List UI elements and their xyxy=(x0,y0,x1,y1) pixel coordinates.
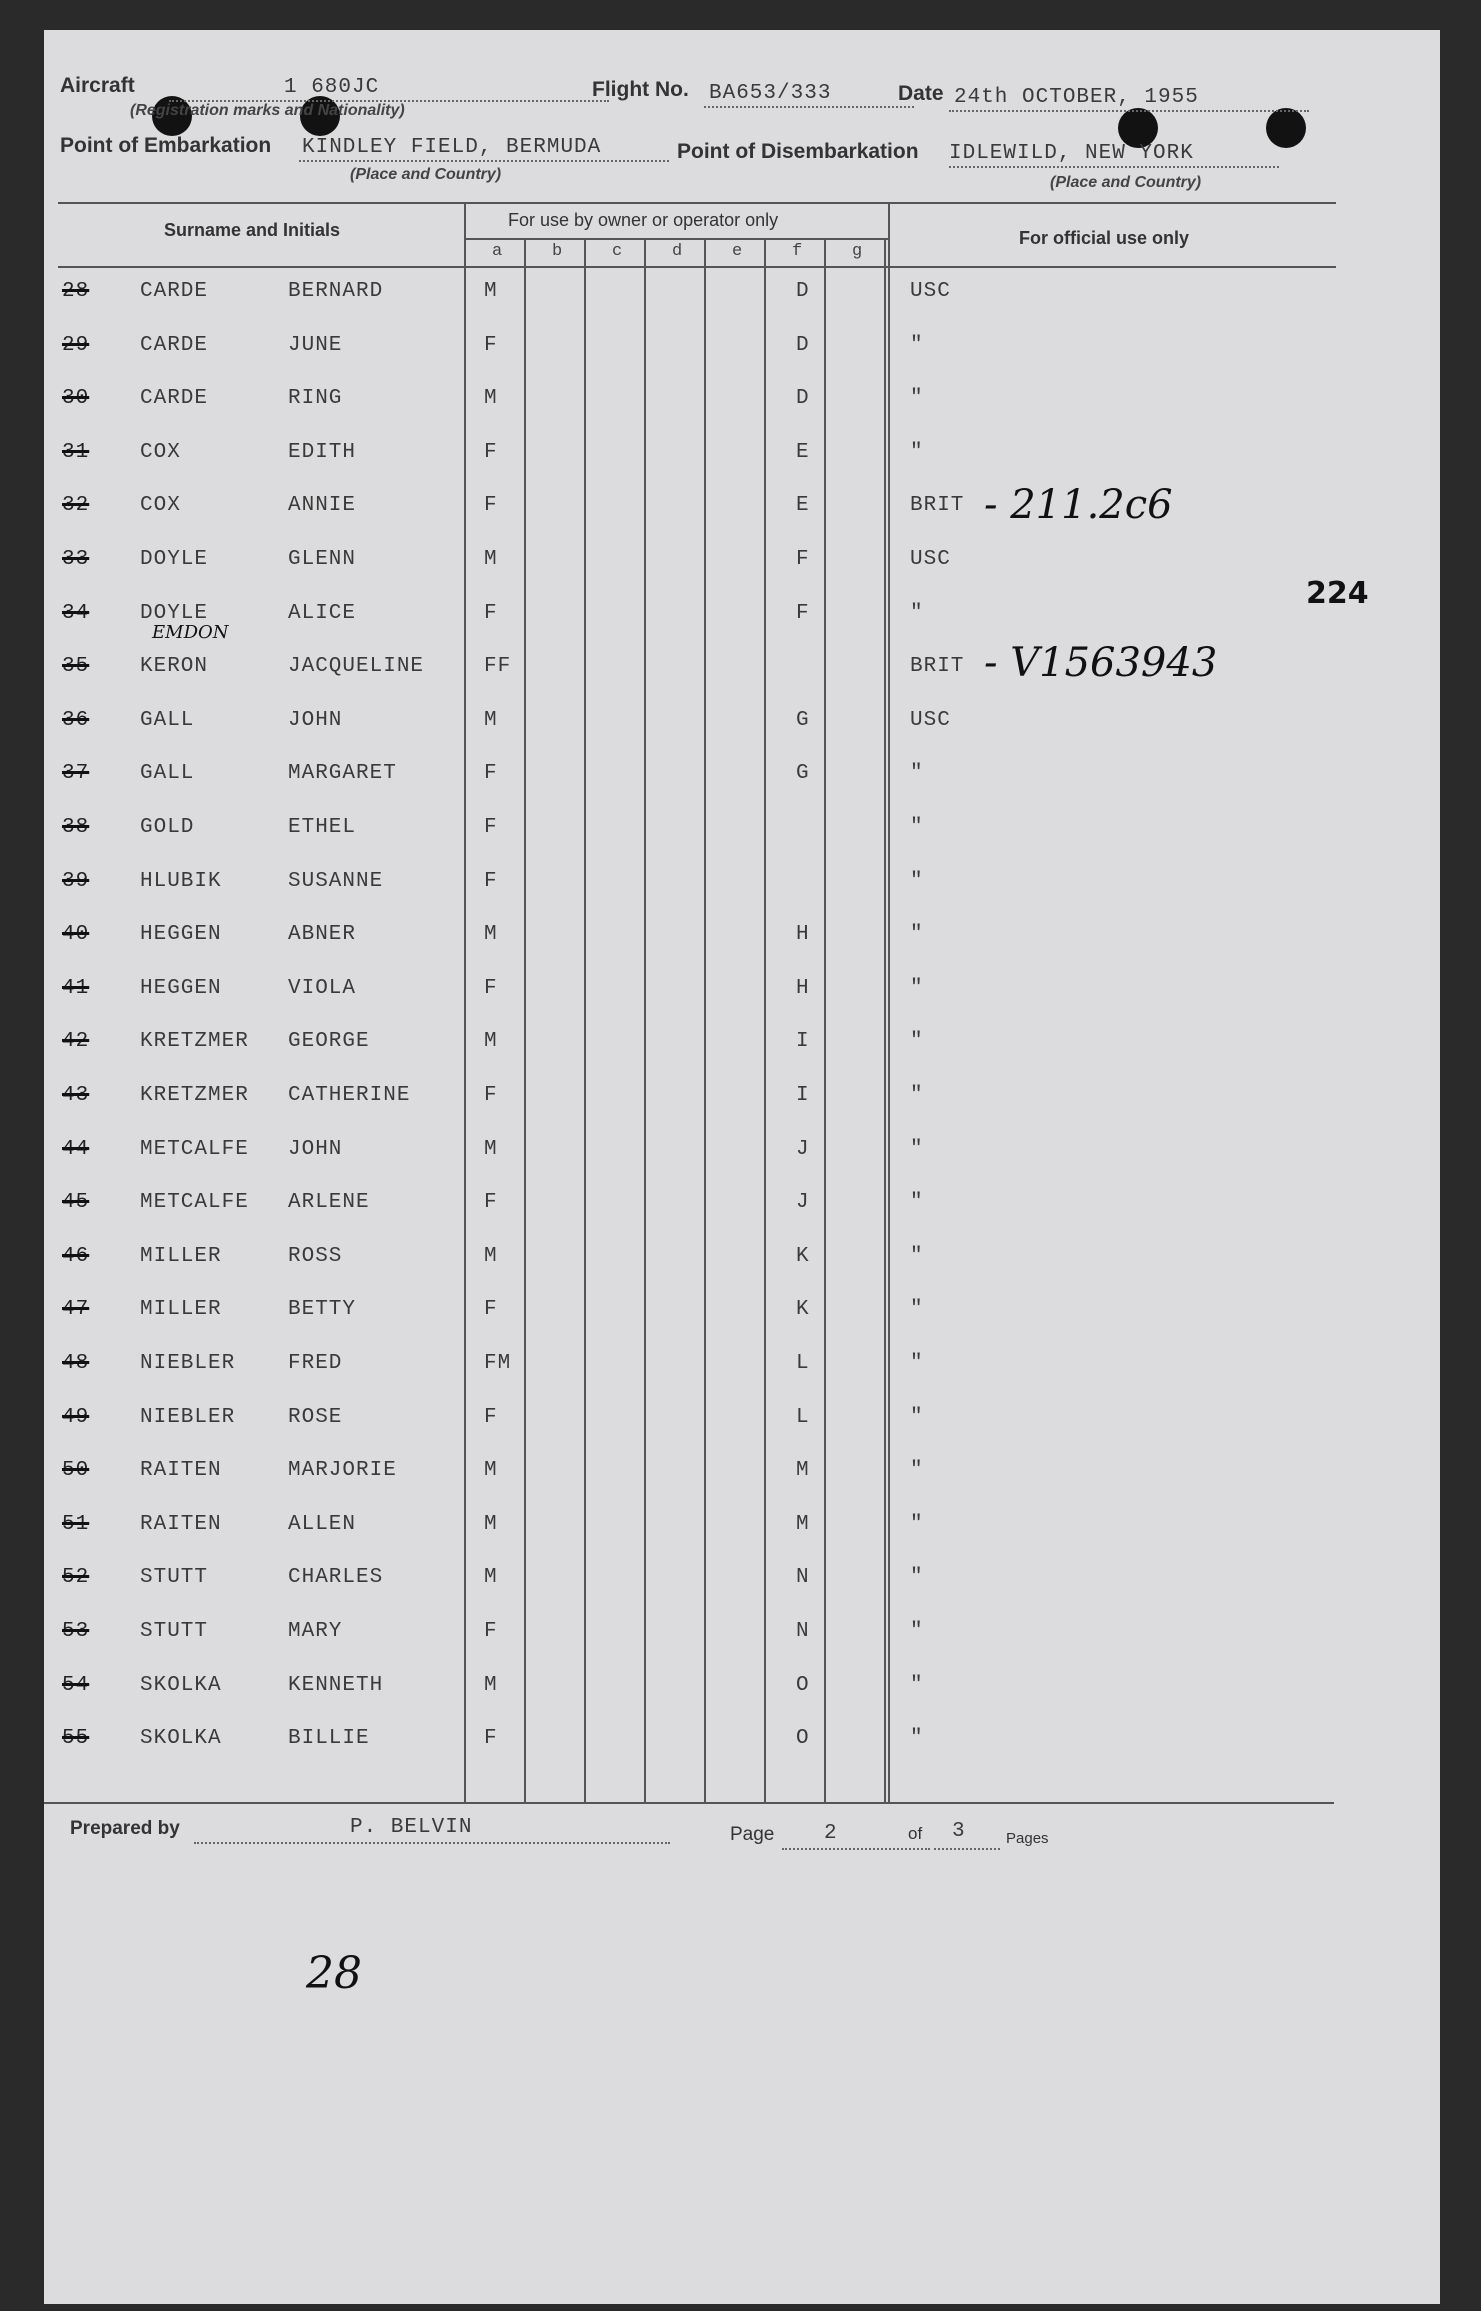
pages-label: Pages xyxy=(1006,1830,1049,1847)
surname: GALL xyxy=(140,708,195,732)
given-name: CHARLES xyxy=(288,1566,384,1590)
surname: DOYLE xyxy=(140,601,209,625)
given-name: JOHN xyxy=(288,708,343,732)
table-row xyxy=(44,1501,1440,1554)
col-f-code: J xyxy=(796,1137,810,1161)
manifest-sheet xyxy=(44,30,1440,2304)
aircraft-label: Aircraft xyxy=(60,74,135,97)
row-number: 48 xyxy=(62,1352,90,1375)
row-number: 33 xyxy=(62,548,90,571)
row-number: 42 xyxy=(62,1030,90,1054)
table-row xyxy=(44,1394,1440,1447)
surname: MILLER xyxy=(140,1244,222,1268)
row-number: 49 xyxy=(62,1405,90,1429)
embark-label: Point of Embarkation xyxy=(60,134,272,157)
sex: F xyxy=(484,333,498,357)
table-row xyxy=(44,1018,1440,1071)
surname: SKOLKA xyxy=(140,1673,222,1697)
subcol-b: b xyxy=(552,242,563,261)
disembark-value: IDLEWILD, NEW YORK xyxy=(949,142,1194,165)
row-number: 43 xyxy=(62,1084,90,1107)
sex: M xyxy=(484,280,498,303)
table-row xyxy=(44,1072,1440,1125)
date-value: 24th OCTOBER, 1955 xyxy=(954,86,1199,109)
row-number: 35 xyxy=(62,655,90,679)
col-f-code: E xyxy=(796,494,810,518)
table-row xyxy=(44,1126,1440,1179)
surname: MILLER xyxy=(140,1298,222,1322)
surname: STUTT xyxy=(140,1566,209,1590)
sex: F xyxy=(484,1727,498,1751)
given-name: ARLENE xyxy=(288,1191,370,1215)
official-status: " xyxy=(910,1244,924,1268)
sex: F xyxy=(484,1298,498,1322)
table-row xyxy=(44,590,1440,643)
given-name: BETTY xyxy=(288,1298,357,1322)
given-name: BILLIE xyxy=(288,1727,370,1751)
brit-note-2: - V1563943 xyxy=(984,640,1218,686)
row-number: 36 xyxy=(62,708,90,732)
of-value: 3 xyxy=(952,1820,966,1843)
official-status: BRIT xyxy=(910,494,965,518)
table-row xyxy=(44,1233,1440,1286)
surname: KERON xyxy=(140,655,209,679)
prepared-value: P. BELVIN xyxy=(350,1816,473,1839)
row-number: 34 xyxy=(62,601,90,625)
sex: F xyxy=(484,1620,498,1643)
sex: M xyxy=(484,548,498,571)
aircraft-sub: (Registration marks and Nationality) xyxy=(130,102,405,119)
surname: RAITEN xyxy=(140,1459,222,1483)
row-number: 32 xyxy=(62,494,90,518)
col-f-code: N xyxy=(796,1620,810,1643)
page-value: 2 xyxy=(824,1822,838,1845)
table-row xyxy=(44,1179,1440,1232)
surname: HLUBIK xyxy=(140,869,222,893)
given-name: JACQUELINE xyxy=(288,655,425,679)
given-name: CATHERINE xyxy=(288,1084,411,1107)
of-label: of xyxy=(908,1824,923,1843)
table-row xyxy=(44,1447,1440,1500)
surname: METCALFE xyxy=(140,1137,249,1161)
col-f-code: K xyxy=(796,1244,810,1268)
sex: F xyxy=(484,1405,498,1429)
subcol-a: a xyxy=(492,242,503,261)
table-row xyxy=(44,697,1440,750)
sex: M xyxy=(484,923,498,947)
col-f-code: I xyxy=(796,1030,810,1054)
stamp-number: 224 xyxy=(1306,576,1369,611)
table-row xyxy=(44,268,1440,321)
surname: CARDE xyxy=(140,387,209,411)
embark-value: KINDLEY FIELD, BERMUDA xyxy=(302,136,602,159)
col-f-code: J xyxy=(796,1191,810,1215)
given-name: ANNIE xyxy=(288,494,357,518)
col-official-header: For official use only xyxy=(1019,228,1190,248)
surname: HEGGEN xyxy=(140,976,222,1000)
official-status: " xyxy=(910,440,924,464)
official-status: USC xyxy=(910,280,951,303)
subcol-d: d xyxy=(672,242,683,261)
sex: FM xyxy=(484,1352,512,1375)
table-row xyxy=(44,1608,1440,1661)
row-number: 52 xyxy=(62,1566,90,1590)
row-number: 50 xyxy=(62,1459,90,1483)
official-status: " xyxy=(910,1405,924,1429)
surname: NIEBLER xyxy=(140,1405,236,1429)
given-name: BERNARD xyxy=(288,280,384,303)
col-f-code: M xyxy=(796,1459,810,1483)
surname: HEGGEN xyxy=(140,923,222,947)
surname: KRETZMER xyxy=(140,1030,249,1054)
col-f-code: F xyxy=(796,601,810,625)
table-row xyxy=(44,911,1440,964)
official-status: " xyxy=(910,1084,924,1107)
given-name: ETHEL xyxy=(288,816,357,839)
row-number: 55 xyxy=(62,1727,90,1751)
surname: DOYLE xyxy=(140,548,209,571)
row-number: 29 xyxy=(62,333,90,357)
col-f-code: K xyxy=(796,1298,810,1322)
col-f-code: F xyxy=(796,548,810,571)
surname: METCALFE xyxy=(140,1191,249,1215)
surname: NIEBLER xyxy=(140,1352,236,1375)
embark-sub: (Place and Country) xyxy=(350,166,502,183)
row-number: 39 xyxy=(62,869,90,893)
col-f-code: L xyxy=(796,1352,810,1375)
col-f-code: M xyxy=(796,1512,810,1536)
col-f-code: O xyxy=(796,1727,810,1751)
sex: F xyxy=(484,494,498,518)
col-f-code: N xyxy=(796,1566,810,1590)
col-f-code: E xyxy=(796,440,810,464)
row-number: 30 xyxy=(62,387,90,411)
given-name: SUSANNE xyxy=(288,869,384,893)
table-row xyxy=(44,1554,1440,1607)
official-status: " xyxy=(910,601,924,625)
given-name: VIOLA xyxy=(288,976,357,1000)
table-row xyxy=(44,750,1440,803)
given-name: ABNER xyxy=(288,923,357,947)
official-status: " xyxy=(910,1459,924,1483)
surname: CARDE xyxy=(140,333,209,357)
row-number: 41 xyxy=(62,976,90,1000)
subcol-c: c xyxy=(612,242,623,261)
sex: F xyxy=(484,1191,498,1215)
sex: M xyxy=(484,1512,498,1536)
table-row xyxy=(44,375,1440,428)
date-label: Date xyxy=(898,82,944,105)
table-row xyxy=(44,536,1440,589)
table-row xyxy=(44,429,1440,482)
given-name: KENNETH xyxy=(288,1673,384,1697)
subcol-e: e xyxy=(732,242,743,261)
official-status: USC xyxy=(910,708,951,732)
surname: SKOLKA xyxy=(140,1727,222,1751)
disembark-sub: (Place and Country) xyxy=(1050,174,1202,191)
given-name: FRED xyxy=(288,1352,343,1375)
surname: CARDE xyxy=(140,280,209,303)
given-name: EDITH xyxy=(288,440,357,464)
row-number: 44 xyxy=(62,1137,90,1161)
sex: F xyxy=(484,440,498,464)
official-status: " xyxy=(910,923,924,947)
punch-hole-4 xyxy=(1266,108,1306,148)
col-owner-header: For use by owner or operator only xyxy=(508,210,779,230)
official-status: " xyxy=(910,333,924,357)
sex: M xyxy=(484,1566,498,1590)
row-number: 31 xyxy=(62,440,90,464)
official-status: " xyxy=(910,1137,924,1161)
given-name: MARY xyxy=(288,1620,343,1643)
official-status: " xyxy=(910,816,924,839)
row-number: 45 xyxy=(62,1191,90,1215)
sex: M xyxy=(484,708,498,732)
given-name: GLENN xyxy=(288,548,357,571)
correction-35: EMDON xyxy=(152,622,229,643)
table-row xyxy=(44,1662,1440,1715)
given-name: ALICE xyxy=(288,601,357,625)
given-name: RING xyxy=(288,387,343,411)
row-number: 53 xyxy=(62,1620,90,1643)
row-number: 28 xyxy=(62,280,90,303)
given-name: GEORGE xyxy=(288,1030,370,1054)
sex: F xyxy=(484,762,498,786)
table-row xyxy=(44,482,1440,535)
official-status: USC xyxy=(910,548,951,571)
surname: STUTT xyxy=(140,1620,209,1643)
row-number: 51 xyxy=(62,1512,90,1536)
row-number: 54 xyxy=(62,1673,90,1697)
col-f-code: D xyxy=(796,280,810,303)
official-status: " xyxy=(910,1191,924,1215)
col-f-code: G xyxy=(796,708,810,732)
sex: M xyxy=(484,387,498,411)
col-name-header: Surname and Initials xyxy=(164,220,341,240)
sex: M xyxy=(484,1030,498,1054)
subcol-f: f xyxy=(792,242,803,261)
sex: M xyxy=(484,1137,498,1161)
sex: F xyxy=(484,976,498,1000)
row-number: 40 xyxy=(62,923,90,947)
official-status: " xyxy=(910,1030,924,1054)
official-status: " xyxy=(910,1673,924,1697)
given-name: ROSE xyxy=(288,1405,343,1429)
surname: RAITEN xyxy=(140,1512,222,1536)
row-number: 47 xyxy=(62,1298,90,1322)
official-status: " xyxy=(910,1620,924,1643)
table-row xyxy=(44,965,1440,1018)
row-number: 37 xyxy=(62,762,90,786)
brit-note-1: - 211.2c6 xyxy=(984,482,1173,528)
sex: F xyxy=(484,816,498,839)
official-status: " xyxy=(910,762,924,786)
col-f-code: G xyxy=(796,762,810,786)
col-f-code: H xyxy=(796,976,810,1000)
flight-value: BA653/333 xyxy=(709,82,832,105)
row-number: 38 xyxy=(62,816,90,839)
table-row xyxy=(44,1340,1440,1393)
sex: FF xyxy=(484,655,512,679)
table-row xyxy=(44,643,1440,696)
official-status: " xyxy=(910,976,924,1000)
given-name: JUNE xyxy=(288,333,343,357)
page-label: Page xyxy=(730,1824,775,1845)
col-f-code: D xyxy=(796,333,810,357)
page-number-handwritten: 28 xyxy=(306,1948,362,1999)
table-row xyxy=(44,322,1440,375)
sex: M xyxy=(484,1244,498,1268)
col-f-code: H xyxy=(796,923,810,947)
official-status: " xyxy=(910,1727,924,1751)
table-row xyxy=(44,804,1440,857)
official-status: " xyxy=(910,869,924,893)
given-name: JOHN xyxy=(288,1137,343,1161)
col-f-code: O xyxy=(796,1673,810,1697)
col-f-code: I xyxy=(796,1084,810,1107)
disembark-label: Point of Disembarkation xyxy=(677,140,919,163)
official-status: BRIT xyxy=(910,655,965,679)
surname: GOLD xyxy=(140,816,195,839)
aircraft-value: 1 680JC xyxy=(284,76,380,99)
official-status: " xyxy=(910,387,924,411)
subcol-g: g xyxy=(852,242,863,261)
prepared-label: Prepared by xyxy=(70,1818,180,1839)
surname: GALL xyxy=(140,762,195,786)
col-f-code: L xyxy=(796,1405,810,1429)
sex: F xyxy=(484,869,498,893)
row-number: 46 xyxy=(62,1244,90,1268)
given-name: ALLEN xyxy=(288,1512,357,1536)
given-name: MARGARET xyxy=(288,762,397,786)
official-status: " xyxy=(910,1512,924,1536)
surname: KRETZMER xyxy=(140,1084,249,1107)
given-name: MARJORIE xyxy=(288,1459,397,1483)
given-name: ROSS xyxy=(288,1244,343,1268)
sex: F xyxy=(484,601,498,625)
table-row xyxy=(44,858,1440,911)
surname: COX xyxy=(140,494,181,518)
sex: F xyxy=(484,1084,498,1107)
official-status: " xyxy=(910,1566,924,1590)
official-status: " xyxy=(910,1352,924,1375)
sex: M xyxy=(484,1673,498,1697)
official-status: " xyxy=(910,1298,924,1322)
flight-label: Flight No. xyxy=(592,78,689,101)
table-row xyxy=(44,1286,1440,1339)
col-f-code: D xyxy=(796,387,810,411)
surname: COX xyxy=(140,440,181,464)
sex: M xyxy=(484,1459,498,1483)
table-row xyxy=(44,1715,1440,1768)
